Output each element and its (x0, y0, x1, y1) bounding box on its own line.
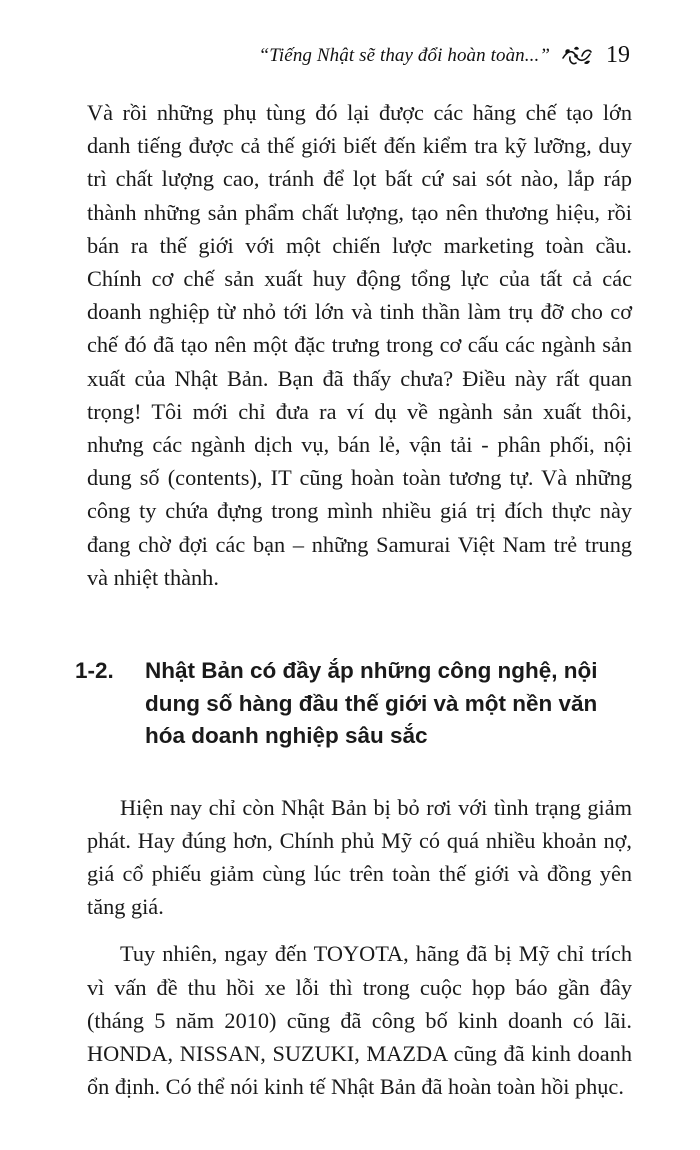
section-number: 1-2. (75, 658, 114, 683)
page-number: 19 (606, 42, 630, 68)
intro-paragraph: Và rồi những phụ tùng đó lại được các hãng chế tạo lớn danh tiếng được cả thế giới biết đến kiểm tra kỹ lưỡng, duy trì chất lượng cao, tránh để lọt bất cứ sai sót nào, lắp ráp thành những sản phẩm chất lượng, tạo nên thương hiệu, rồi bán ra thế giới với một chiến lược marketing toàn cầu. Chính cơ chế sản xuất huy động tổng lực của tất cả các doanh nghiệp từ nhỏ tới lớn và tinh thần làm trụ đỡ cho cơ chế đó đã tạo nên một đặc trưng trong cơ cấu các ngành sản xuất của Nhật Bản. Bạn đã thấy chưa? Điều này rất quan trọng! Tôi mới chỉ đưa ra ví dụ về ngành sản xuất thôi, nhưng các ngành dịch vụ, bán lẻ, vận tải - phân phối, nội dung số (contents), IT cũng hoàn toàn tương tự. Và những công ty chứa đựng trong mình nhiều giá trị đích thực này đang chờ đợi các bạn – những Samurai Việt Nam trẻ trung và nhiệt thành. (87, 100, 632, 590)
section-paragraph: Tuy nhiên, ngay đến TOYOTA, hãng đã bị Mỹ chỉ trích vì vấn đề thu hồi xe lỗi thì trong cuộc họp báo gần đây (tháng 5 năm 2010) cũng đã công bố kinh doanh có lãi. HONDA, NISSAN, SUZUKI, MAZDA cũng đã kinh doanh ổn định. Có thể nói kinh tế Nhật Bản đã hoàn toàn hồi phục. (87, 941, 632, 1100)
running-title: “Tiếng Nhật sẽ thay đổi hoàn toàn...” (258, 44, 550, 66)
section-heading (75, 655, 635, 753)
section-title: Nhật Bản có đầy ắp những công nghệ, nội dung số hàng đầu thế giới và một nền văn hóa doanh nghiệp sâu sắc (145, 658, 598, 748)
floral-ornament-icon (560, 44, 594, 68)
section-body (87, 791, 632, 1104)
section-1-2 (75, 655, 635, 1103)
intro-text-block (87, 96, 632, 594)
running-header (259, 42, 630, 69)
section-paragraph: Hiện nay chỉ còn Nhật Bản bị bỏ rơi với tình trạng giảm phát. Hay đúng hơn, Chính phủ Mỹ có quá nhiều khoản nợ, giá cổ phiếu giảm cùng lúc trên toàn thế giới và đồng yên tăng giá. (87, 794, 632, 920)
